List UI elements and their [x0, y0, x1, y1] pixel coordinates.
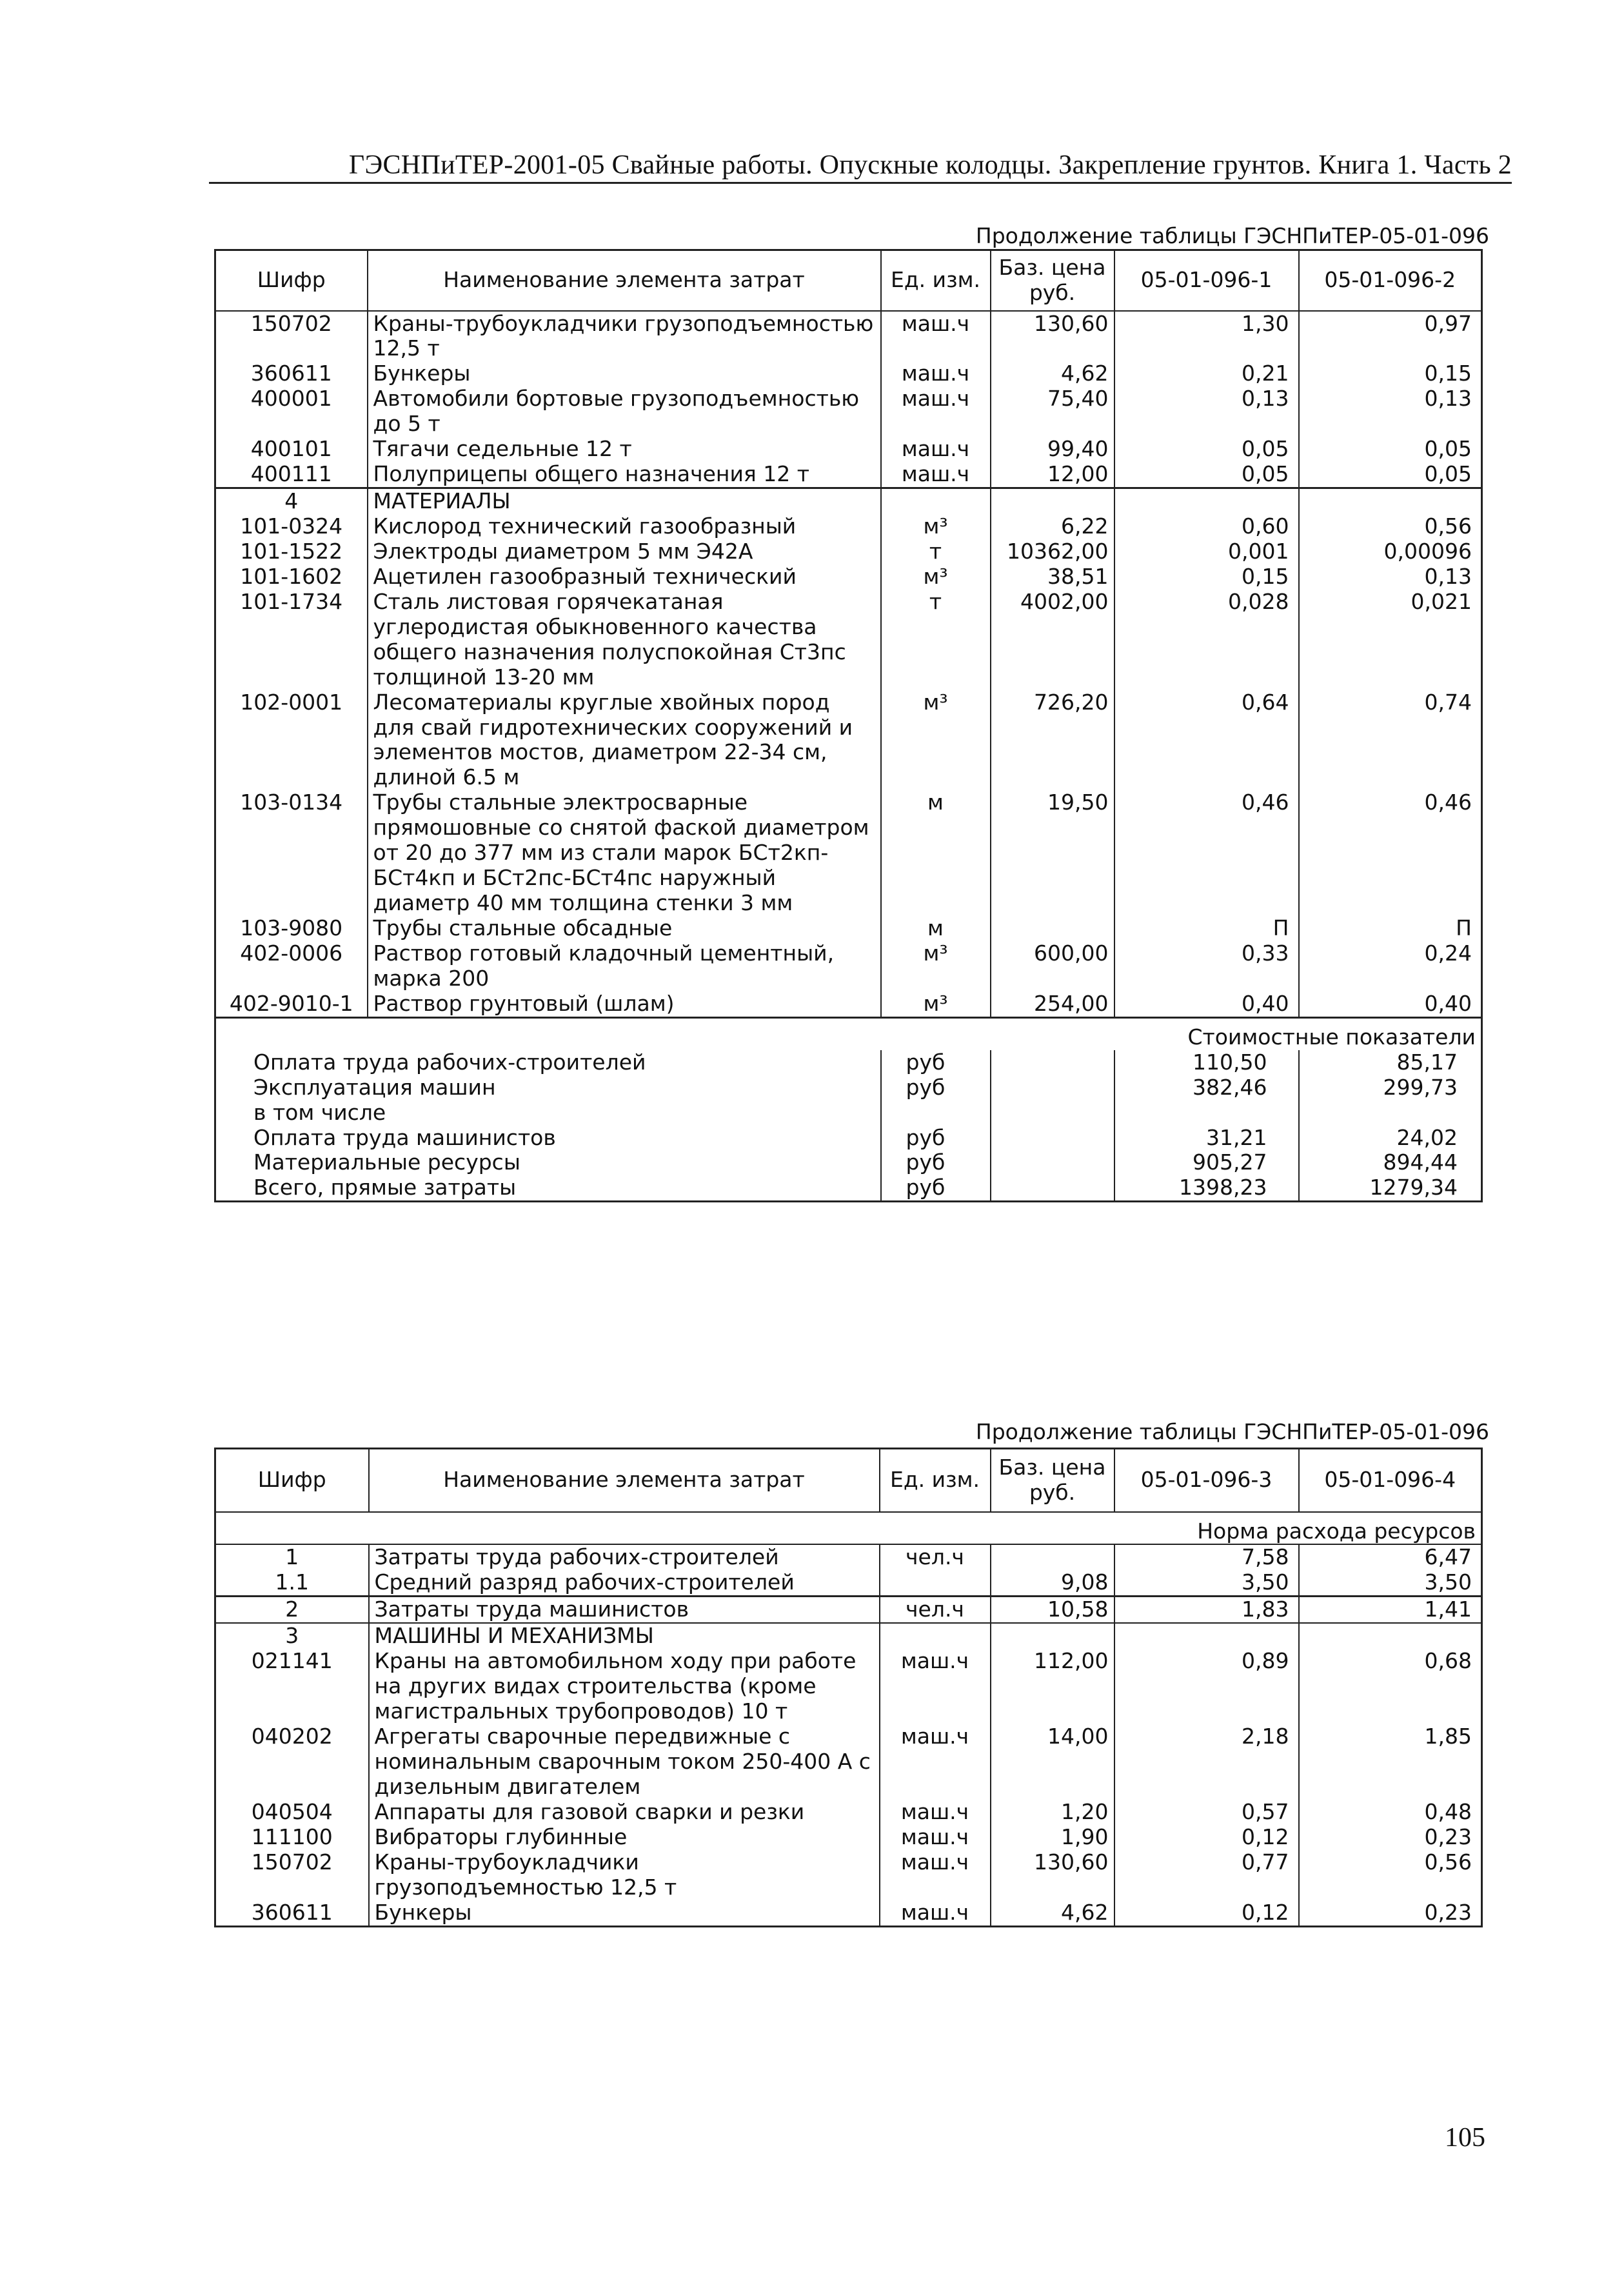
table-row: [215, 790, 1482, 916]
cost-row: [215, 1075, 1482, 1100]
cell-price: 112,00: [991, 1649, 1114, 1724]
cell-norm-a: 0,13: [1114, 386, 1299, 437]
cost-value-a: 905,27: [1114, 1150, 1299, 1175]
cell-price: 254,00: [991, 991, 1114, 1017]
cell-name: Кислород технический газообразный: [368, 514, 881, 539]
table-row: [215, 564, 1482, 590]
cell-norm-a: 7,58: [1114, 1544, 1299, 1570]
norm-caption: Норма расхода ресурсов: [215, 1512, 1482, 1545]
cell-unit: маш.ч: [880, 1724, 991, 1800]
cell-unit: чел.ч: [880, 1544, 991, 1570]
table-row: [215, 514, 1482, 539]
col-norm-3-header: 05-01-096-3: [1114, 1449, 1299, 1512]
cost-unit: руб: [881, 1175, 991, 1201]
cell-norm-b: 0,05: [1299, 462, 1482, 488]
cost-label: Оплата труда рабочих-строителей: [253, 1049, 646, 1075]
cell-name: Раствор готовый кладочный цементный, марка 200: [368, 941, 881, 991]
section-code: 4: [215, 488, 368, 514]
cell-unit: т: [881, 539, 991, 564]
table-row: [215, 1900, 1482, 1926]
cost-label: Оплата труда машинистов: [253, 1124, 556, 1150]
col-price-header: Баз. цена руб.: [991, 250, 1114, 311]
cell-name: Полуприцепы общего назначения 12 т: [368, 462, 881, 488]
cell-norm-b: 0,15: [1299, 361, 1482, 386]
col-name-header: Наименование элемента затрат: [368, 250, 881, 311]
cell-unit: м³: [881, 514, 991, 539]
cell-price: 1,90: [991, 1825, 1114, 1850]
table-row: [215, 361, 1482, 386]
cost-caption-row: [215, 1017, 1482, 1050]
cost-value-b: 299,73: [1299, 1075, 1482, 1100]
cost-row: [215, 1050, 1482, 1075]
cell-unit: маш.ч: [880, 1649, 991, 1724]
col-norm-2-header: 05-01-096-2: [1299, 250, 1482, 311]
cell-norm-a: 0,33: [1114, 941, 1299, 991]
table1-caption: Продолжение таблицы ГЭСНПиТЕР-05-01-096: [975, 223, 1489, 248]
cost-value-a: 110,50: [1114, 1050, 1299, 1075]
cell-norm-a: 0,77: [1114, 1850, 1299, 1900]
cost-value-b: 24,02: [1299, 1126, 1482, 1151]
col-norm-4-header: 05-01-096-4: [1299, 1449, 1482, 1512]
table-row: [215, 941, 1482, 991]
cell-norm-b: 3,50: [1299, 1570, 1482, 1596]
cell-norm-a: 0,05: [1114, 462, 1299, 488]
cell-norm-a: 0,001: [1114, 539, 1299, 564]
cell-name: Сталь листовая горячекатаная углеродистая обыкновенного качества общего назначения полуспокойная Ст3пс толщиной 13-20 мм: [368, 590, 881, 690]
cell-norm-a: 0,21: [1114, 361, 1299, 386]
cell-unit: т: [881, 590, 991, 690]
cell-norm-a: 0,12: [1114, 1900, 1299, 1926]
cell-norm-a: 0,12: [1114, 1825, 1299, 1850]
col-code-header: Шифр: [215, 250, 368, 311]
cell-code: 402-9010-1: [229, 990, 353, 1016]
cell-price: 19,50: [991, 790, 1114, 916]
cost-row: [215, 1100, 1482, 1126]
cost-unit: руб: [881, 1050, 991, 1075]
cell-norm-b: 0,24: [1299, 941, 1482, 991]
resource-table-2: [214, 1448, 1483, 1927]
table-row: [215, 437, 1482, 462]
cell-code: 360611: [250, 361, 332, 386]
col-norm-1-header: 05-01-096-1: [1114, 250, 1299, 311]
page-number: 105: [1445, 2123, 1485, 2153]
cell-name: Средний разряд рабочих-строителей: [369, 1570, 880, 1596]
cell-code: 103-9080: [240, 915, 343, 940]
cell-norm-b: 0,13: [1299, 386, 1482, 437]
cell-code: 101-1734: [240, 588, 343, 614]
cell-unit: маш.ч: [880, 1900, 991, 1926]
cell-name: Трубы стальные обсадные: [368, 916, 881, 941]
cell-price: 14,00: [991, 1724, 1114, 1800]
cell-unit: чел.ч: [880, 1597, 991, 1623]
cell-name: Тягачи седельные 12 т: [368, 437, 881, 462]
cost-row: [215, 1126, 1482, 1151]
cell-norm-b: 0,46: [1299, 790, 1482, 916]
cost-label: Эксплуатация машин: [253, 1074, 496, 1100]
cell-price: 6,22: [991, 514, 1114, 539]
cell-norm-b: 0,56: [1299, 514, 1482, 539]
cell-price: 4002,00: [991, 590, 1114, 690]
cell-name: Бункеры: [369, 1900, 880, 1926]
cell-norm-b: 0,48: [1299, 1800, 1482, 1825]
cell-code: 150702: [250, 310, 332, 336]
cost-value-a: 382,46: [1114, 1075, 1299, 1100]
section-code: 3: [285, 1623, 299, 1649]
cell-norm-b: 0,56: [1299, 1850, 1482, 1900]
cell-price: 10362,00: [991, 539, 1114, 564]
cost-unit: руб: [881, 1126, 991, 1151]
cell-norm-b: П: [1299, 916, 1482, 941]
section-row: [215, 488, 1482, 514]
table-row: [215, 590, 1482, 690]
cell-code: 101-1602: [240, 563, 343, 589]
table-row: [215, 1825, 1482, 1850]
table-row: [215, 1570, 1482, 1596]
cell-price: 10,58: [991, 1597, 1114, 1623]
table2-header-row: [215, 1449, 1482, 1512]
section-title: МАШИНЫ И МЕХАНИЗМЫ: [369, 1623, 880, 1649]
table-row: [215, 991, 1482, 1017]
table-row: [215, 462, 1482, 488]
cell-norm-a: 0,40: [1114, 991, 1299, 1017]
cell-norm-b: 0,23: [1299, 1900, 1482, 1926]
cell-norm-a: 2,18: [1114, 1724, 1299, 1800]
col-code-header: Шифр: [215, 1449, 369, 1512]
cell-code: 1: [285, 1544, 299, 1570]
cell-norm-a: 1,83: [1114, 1597, 1299, 1623]
section-title: МАТЕРИАЛЫ: [368, 488, 881, 514]
cell-unit: маш.ч: [881, 437, 991, 462]
cell-name: Агрегаты сварочные передвижные с номинальным сварочным током 250-400 А с дизельным двигателем: [369, 1724, 880, 1800]
cost-label: Материальные ресурсы: [253, 1149, 520, 1175]
cell-name: Трубы стальные электросварные прямошовные со снятой фаской диаметром от 20 до 377 мм из стали марок БСт2кп-БСт4кп и БСт2пс-БСт4пс наружный диаметр 40 мм толщина стенки 3 мм: [368, 790, 881, 916]
table-row: [215, 1850, 1482, 1900]
cell-price: 9,08: [991, 1570, 1114, 1596]
cell-unit: маш.ч: [880, 1825, 991, 1850]
cost-unit: руб: [881, 1075, 991, 1100]
cell-norm-a: 1,30: [1114, 311, 1299, 362]
cell-code: 103-0134: [240, 790, 343, 815]
cell-name: Затраты труда машинистов: [369, 1597, 880, 1623]
cost-caption: Стоимостные показатели: [215, 1017, 1482, 1050]
col-price-header: Баз. цена руб.: [991, 1449, 1114, 1512]
cost-row: [215, 1175, 1482, 1201]
table2-body: [215, 1544, 1482, 1926]
cell-name: Раствор грунтовый (шлам): [368, 991, 881, 1017]
cell-norm-a: 0,05: [1114, 437, 1299, 462]
cell-norm-b: 0,23: [1299, 1825, 1482, 1850]
table-row: [215, 690, 1482, 791]
cell-norm-b: 0,68: [1299, 1649, 1482, 1724]
table-row: [215, 311, 1482, 362]
cell-name: Ацетилен газообразный технический: [368, 564, 881, 590]
cell-name: Электроды диаметром 5 мм Э42А: [368, 539, 881, 564]
cell-code: 101-0324: [240, 513, 343, 539]
table-row: [215, 916, 1482, 941]
cell-name: Вибраторы глубинные: [369, 1825, 880, 1850]
cell-unit: маш.ч: [881, 361, 991, 386]
cell-price: 1,20: [991, 1800, 1114, 1825]
cell-norm-b: 0,74: [1299, 690, 1482, 791]
cost-label: в том числе: [253, 1099, 386, 1125]
table1-header-row: [215, 250, 1482, 311]
cell-unit: м³: [881, 564, 991, 590]
cell-code: 1.1: [275, 1569, 309, 1595]
cell-norm-a: 0,89: [1114, 1649, 1299, 1724]
resource-table-1: [214, 249, 1483, 1202]
cost-value-b: 85,17: [1299, 1050, 1482, 1075]
cell-norm-b: 0,40: [1299, 991, 1482, 1017]
cell-code: 402-0006: [240, 940, 343, 966]
cell-code: 102-0001: [240, 689, 343, 715]
cell-norm-b: 1,41: [1299, 1597, 1482, 1623]
cell-price: 4,62: [991, 361, 1114, 386]
cost-unit: руб: [881, 1150, 991, 1175]
cell-price: [991, 1544, 1114, 1570]
cell-norm-a: 0,028: [1114, 590, 1299, 690]
cell-code: 360611: [251, 1899, 333, 1925]
cell-price: 4,62: [991, 1900, 1114, 1926]
cell-unit: м: [881, 790, 991, 916]
cell-price: 12,00: [991, 462, 1114, 488]
cell-norm-b: 0,13: [1299, 564, 1482, 590]
cell-price: [991, 916, 1114, 941]
cell-code: 040504: [251, 1798, 333, 1824]
cell-norm-a: 0,57: [1114, 1800, 1299, 1825]
cost-row: [215, 1150, 1482, 1175]
cell-price: 75,40: [991, 386, 1114, 437]
table1-costs-group: [215, 1050, 1482, 1202]
cell-name: Краны-трубоукладчики грузоподъемностью 12,5 т: [369, 1850, 880, 1900]
cell-price: 726,20: [991, 690, 1114, 791]
col-unit-header: Ед. изм.: [880, 1449, 991, 1512]
cell-norm-a: 0,46: [1114, 790, 1299, 916]
cost-value-a: [1114, 1100, 1299, 1126]
cell-price: 38,51: [991, 564, 1114, 590]
table-row: [215, 1649, 1482, 1724]
cell-price: 600,00: [991, 941, 1114, 991]
cell-unit: м³: [881, 690, 991, 791]
cell-code: 111100: [251, 1824, 333, 1849]
cell-norm-b: 0,00096: [1299, 539, 1482, 564]
cell-unit: м: [881, 916, 991, 941]
cost-unit: [881, 1100, 991, 1126]
cell-code: 150702: [251, 1849, 333, 1875]
cell-unit: маш.ч: [881, 462, 991, 488]
cell-norm-b: 1,85: [1299, 1724, 1482, 1800]
table2-caption: Продолжение таблицы ГЭСНПиТЕР-05-01-096: [975, 1419, 1489, 1444]
cell-norm-a: 0,64: [1114, 690, 1299, 791]
cell-code: 101-1522: [240, 538, 343, 564]
table1-machines-group: [215, 311, 1482, 488]
cell-name: Аппараты для газовой сварки и резки: [369, 1800, 880, 1825]
table1-materials-group: [215, 488, 1482, 1018]
cell-price: 130,60: [991, 1850, 1114, 1900]
cell-unit: маш.ч: [881, 311, 991, 362]
cell-unit: маш.ч: [881, 386, 991, 437]
cell-unit: [880, 1570, 991, 1596]
header-rule: [209, 182, 1512, 184]
cell-name: Затраты труда рабочих-строителей: [369, 1544, 880, 1570]
table-row: [215, 386, 1482, 437]
running-header: ГЭСНПиТЕР-2001-05 Свайные работы. Опускные колодцы. Закрепление грунтов. Книга 1. Часть 2: [348, 150, 1512, 180]
cell-norm-b: 0,05: [1299, 437, 1482, 462]
col-name-header: Наименование элемента затрат: [369, 1449, 880, 1512]
cell-norm-a: 3,50: [1114, 1570, 1299, 1596]
cell-price: 130,60: [991, 311, 1114, 362]
table-row: [215, 1597, 1482, 1623]
cell-norm-b: 6,47: [1299, 1544, 1482, 1570]
cell-name: Автомобили бортовые грузоподъемностью до 5 т: [368, 386, 881, 437]
cost-value-a: 1398,23: [1114, 1175, 1299, 1201]
cell-name: Краны на автомобильном ходу при работе на других видах строительства (кроме магистральных трубопроводов) 10 т: [369, 1649, 880, 1724]
cost-value-a: 31,21: [1114, 1126, 1299, 1151]
table-row: [215, 539, 1482, 564]
cell-code: 400001: [250, 386, 332, 412]
cell-name: Краны-трубоукладчики грузоподъемностью 12,5 т: [368, 311, 881, 362]
cost-label: Всего, прямые затраты: [253, 1175, 517, 1200]
norm-caption-row: [215, 1512, 1482, 1545]
cell-code: 021141: [251, 1648, 333, 1674]
cell-norm-b: 0,97: [1299, 311, 1482, 362]
cell-price: 99,40: [991, 437, 1114, 462]
cell-name: Лесоматериалы круглые хвойных пород для свай гидротехнических сооружений и элементов мостов, диаметром 22-34 см, длиной 6.5 м: [368, 690, 881, 791]
cell-unit: маш.ч: [880, 1850, 991, 1900]
table-row: [215, 1544, 1482, 1570]
cost-value-b: [1299, 1100, 1482, 1126]
cost-value-b: 894,44: [1299, 1150, 1482, 1175]
cell-code: 040202: [251, 1724, 333, 1749]
section-row: [215, 1623, 1482, 1649]
table-row: [215, 1724, 1482, 1800]
cell-norm-a: 0,15: [1114, 564, 1299, 590]
cell-code: 2: [215, 1597, 369, 1623]
cell-unit: маш.ч: [880, 1800, 991, 1825]
cell-norm-a: 0,60: [1114, 514, 1299, 539]
cell-code: 400111: [250, 461, 332, 487]
cost-value-b: 1279,34: [1299, 1175, 1482, 1201]
cell-norm-a: П: [1114, 916, 1299, 941]
cell-name: Бункеры: [368, 361, 881, 386]
col-unit-header: Ед. изм.: [881, 250, 991, 311]
cell-unit: м³: [881, 941, 991, 991]
cell-norm-b: 0,021: [1299, 590, 1482, 690]
cell-code: 400101: [250, 436, 332, 462]
cell-unit: м³: [881, 991, 991, 1017]
table-row: [215, 1800, 1482, 1825]
